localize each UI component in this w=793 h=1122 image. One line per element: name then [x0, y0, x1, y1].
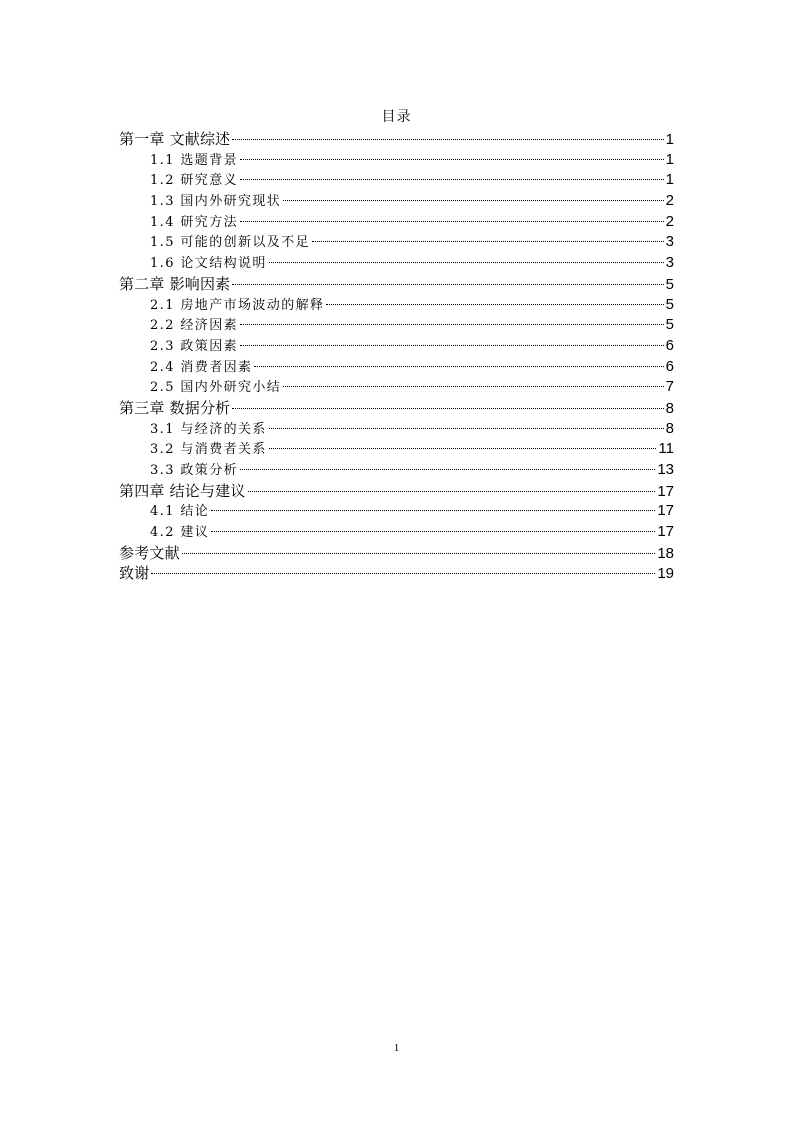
dot-leader: [269, 448, 657, 449]
toc-entry-page: 11: [658, 440, 674, 458]
toc-entry-page: 3: [665, 233, 674, 251]
toc-entry-label: 2.5 国内外研究小结: [150, 380, 282, 396]
toc-entry-section-1-2[interactable]: [119, 170, 674, 191]
dot-leader: [248, 491, 656, 492]
toc-entry-section-2-5[interactable]: [119, 377, 674, 398]
toc-entry-label: 4.1 结论: [150, 504, 210, 520]
toc-entry-page: 8: [665, 419, 674, 437]
toc-entry-section-1-6[interactable]: [119, 253, 674, 274]
toc-entry-label: 1.2 研究意义: [150, 173, 239, 189]
toc-entry-page: 6: [665, 357, 674, 375]
toc-entry-label: 1.3 国内外研究现状: [150, 194, 282, 210]
dot-leader: [312, 241, 664, 242]
toc-entry-page: 17: [657, 482, 674, 500]
dot-leader: [232, 408, 663, 409]
toc-entry-section-3-3[interactable]: [119, 460, 674, 481]
toc-entry-page: 8: [665, 399, 674, 417]
toc-entry-section-1-3[interactable]: [119, 191, 674, 212]
toc-entry-label: 2.2 经济因素: [150, 318, 239, 334]
toc-entry-page: 7: [665, 378, 674, 396]
dot-leader: [240, 324, 664, 325]
dot-leader: [269, 428, 664, 429]
toc-entry-page: 18: [657, 544, 674, 562]
toc-entry-section-1-4[interactable]: [119, 212, 674, 233]
toc-entry-section-2-2[interactable]: [119, 315, 674, 336]
toc-entry-acknowledgements[interactable]: [119, 563, 674, 584]
toc-entry-section-4-1[interactable]: [119, 501, 674, 522]
toc-entry-label: 2.3 政策因素: [150, 338, 239, 354]
toc-entry-page: 3: [665, 254, 674, 272]
toc-entry-section-3-1[interactable]: [119, 419, 674, 440]
toc-entry-label: 第二章 影响因素: [119, 274, 231, 293]
dot-leader: [232, 139, 663, 140]
dot-leader: [240, 469, 655, 470]
dot-leader: [211, 531, 655, 532]
toc-entry-label: 1.6 论文结构说明: [150, 256, 267, 272]
dot-leader: [211, 510, 655, 511]
toc-entry-section-1-5[interactable]: [119, 232, 674, 253]
toc-entry-page: 1: [665, 171, 674, 189]
toc-entry-page: 2: [665, 192, 674, 210]
toc-entry-label: 4.2 建议: [150, 525, 210, 541]
toc-entry-page: 19: [657, 565, 674, 583]
toc-entry-references[interactable]: [119, 543, 674, 564]
toc-entry-page: 5: [665, 316, 674, 334]
toc-entry-label: 致谢: [119, 564, 150, 583]
toc-entry-label: 第一章 文献综述: [119, 130, 231, 148]
toc-entry-label: 第三章 数据分析: [119, 398, 231, 417]
toc-entry-page: 6: [665, 336, 674, 354]
toc-entry-page: 1: [665, 150, 674, 168]
dot-leader: [151, 573, 655, 574]
toc-entry-label: 3.2 与消费者关系: [150, 442, 267, 458]
toc-entry-page: 1: [665, 131, 674, 148]
dot-leader: [182, 553, 656, 554]
dot-leader: [283, 386, 663, 387]
toc-entry-page: 17: [657, 523, 674, 541]
toc-entry-section-3-2[interactable]: [119, 439, 674, 460]
dot-leader: [240, 345, 664, 346]
toc-entry-label: 1.1 选题背景: [150, 152, 239, 168]
toc-title: 目录: [381, 109, 412, 125]
dot-leader: [240, 179, 664, 180]
toc-entry-page: 17: [657, 502, 674, 520]
toc-entry-section-1-1[interactable]: [119, 150, 674, 171]
dot-leader: [326, 304, 663, 305]
toc-entry-chapter-4[interactable]: [119, 481, 674, 502]
toc-entry-section-2-4[interactable]: [119, 357, 674, 378]
toc-entry-page: 2: [665, 212, 674, 230]
toc-entry-label: 2.1 房地产市场波动的解释: [150, 297, 325, 313]
dot-leader: [269, 262, 664, 263]
toc-entry-label: 参考文献: [119, 543, 180, 562]
dot-leader: [283, 200, 663, 201]
toc-entry-label: 1.5 可能的创新以及不足: [150, 235, 311, 251]
toc-entry-section-2-1[interactable]: [119, 295, 674, 316]
footer-page-number: 1: [393, 1042, 400, 1054]
toc-entry-chapter-3[interactable]: [119, 398, 674, 419]
toc-entry-page: 13: [657, 461, 674, 478]
toc-entry-label: 1.4 研究方法: [150, 214, 239, 230]
toc-entry-chapter-1[interactable]: [119, 129, 674, 150]
dot-leader: [240, 159, 664, 160]
toc-entry-chapter-2[interactable]: [119, 274, 674, 295]
toc-entry-section-4-2[interactable]: [119, 522, 674, 543]
dot-leader: [232, 284, 663, 285]
toc-entry-section-2-3[interactable]: [119, 336, 674, 357]
toc-entry-page: 5: [665, 295, 674, 313]
dot-leader: [240, 221, 664, 222]
toc-entry-label: 2.4 消费者因素: [150, 359, 253, 375]
toc-entry-page: 5: [665, 275, 674, 293]
toc-entry-label: 3.3 政策分析: [150, 463, 239, 478]
table-of-contents: [119, 129, 674, 584]
toc-entry-label: 第四章 结论与建议: [119, 481, 246, 500]
dot-leader: [254, 366, 663, 367]
toc-entry-label: 3.1 与经济的关系: [150, 421, 267, 437]
